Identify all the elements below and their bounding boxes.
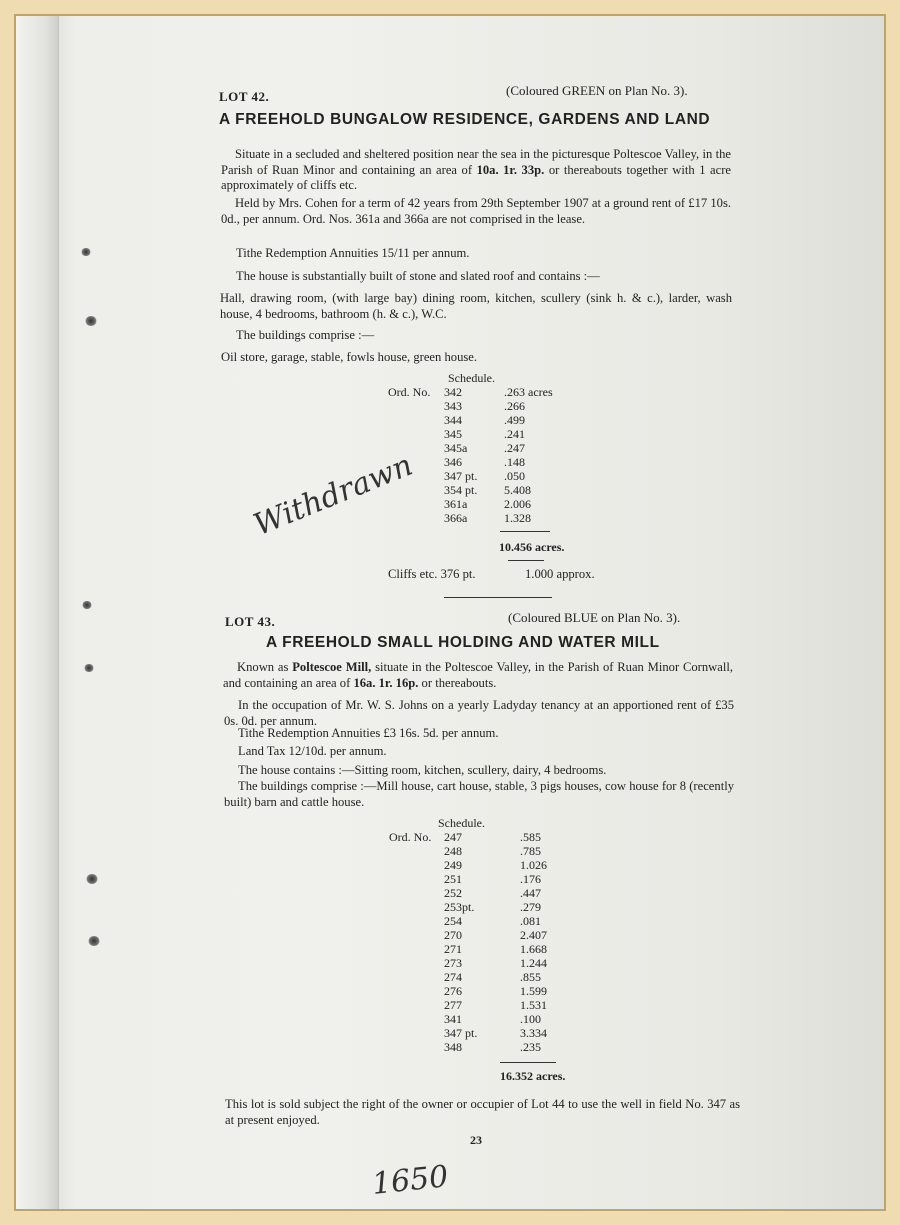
lot-42-schedule-label: Schedule. [448, 371, 495, 385]
schedule-ord-number: 347 pt. [444, 469, 478, 483]
binding-hole [84, 664, 94, 672]
lot-42-label: LOT 42. [219, 89, 270, 104]
schedule-row [444, 413, 604, 427]
schedule-ord-number: 251 [444, 872, 462, 886]
schedule-ord-number: 348 [444, 1040, 462, 1054]
page-spine [16, 16, 59, 1209]
lot-42-house-intro: The house is substantially built of stone and slated roof and contains :— [236, 269, 600, 283]
schedule-ord-number: 249 [444, 858, 462, 872]
schedule-acreage: .266 [504, 399, 525, 413]
schedule-ord-number: 248 [444, 844, 462, 858]
lot-43-desc-text-mid: situate in the Poltescoe Valley, in the Parish of Ruan Minor Cornwall, and containing an area of [223, 660, 733, 690]
schedule-row [444, 886, 564, 900]
schedule-acreage: .176 [520, 872, 541, 886]
schedule-row [444, 970, 564, 984]
schedule-acreage: 5.408 [504, 483, 531, 497]
lot-42-description [221, 147, 731, 194]
schedule-ord-number: 277 [444, 998, 462, 1012]
schedule-acreage: 1.531 [520, 998, 547, 1012]
lot-42-tithe: Tithe Redemption Annuities 15/11 per annum. [236, 246, 470, 260]
schedule-ord-number: 342 [444, 385, 462, 399]
lot-42-heading: A FREEHOLD BUNGALOW RESIDENCE, GARDENS AND LAND [219, 111, 711, 128]
schedule-acreage: .785 [520, 844, 541, 858]
schedule-ord-number: 273 [444, 956, 462, 970]
lot-43-total-rule [500, 1062, 556, 1063]
schedule-ord-number: 253pt. [444, 900, 475, 914]
schedule-acreage: .235 [520, 1040, 541, 1054]
lot-43-area: 16a. 1r. 16p. [353, 675, 419, 690]
lot-43-occupation: In the occupation of Mr. W. S. Johns on a yearly Ladyday tenancy at an apportioned rent of £35 0s. 0d. per annum. [224, 698, 734, 728]
schedule-row [444, 830, 564, 844]
schedule-ord-number: 345a [444, 441, 468, 455]
schedule-ord-number: 343 [444, 399, 462, 413]
schedule-acreage: 1.599 [520, 984, 547, 998]
lot-42-schedule-table [444, 385, 604, 525]
schedule-row [444, 483, 604, 497]
schedule-row [444, 399, 604, 413]
schedule-acreage: 2.407 [520, 928, 547, 942]
schedule-acreage: .241 [504, 427, 525, 441]
schedule-acreage: .585 [520, 830, 541, 844]
schedule-acreage: 3.334 [520, 1026, 547, 1040]
binding-hole [82, 601, 92, 609]
schedule-row [444, 928, 564, 942]
schedule-row [444, 1012, 564, 1026]
schedule-row [444, 469, 604, 483]
schedule-acreage: .148 [504, 455, 525, 469]
lot-43-buildings: The buildings comprise :—Mill house, cart house, stable, 3 pigs houses, cow house for 8 (recently built) barn and cattle house. [224, 779, 734, 809]
lot-42-buildings: Oil store, garage, stable, fowls house, green house. [221, 350, 478, 364]
schedule-ord-number: 361a [444, 497, 468, 511]
lot-43-total: 16.352 acres. [500, 1069, 566, 1083]
schedule-ord-number: 252 [444, 886, 462, 900]
lot-43-schedule-table [444, 830, 564, 1054]
schedule-acreage: .050 [504, 469, 525, 483]
schedule-ord-number: 344 [444, 413, 462, 427]
schedule-row [444, 858, 564, 872]
lot-43-label: LOT 43. [225, 614, 276, 629]
schedule-row [444, 914, 564, 928]
lot-42-area: 10a. 1r. 33p. [476, 162, 545, 177]
lot-43-colour-note: (Coloured BLUE on Plan No. 3). [508, 610, 681, 625]
schedule-row [444, 956, 564, 970]
schedule-row [444, 385, 604, 399]
schedule-ord-number: 270 [444, 928, 462, 942]
schedule-acreage: .499 [504, 413, 525, 427]
schedule-acreage: .263 acres [504, 385, 553, 399]
schedule-row [444, 900, 564, 914]
schedule-row [444, 455, 604, 469]
handwritten-withdrawn: Withdrawn [248, 447, 418, 543]
lot-43-house: The house contains :—Sitting room, kitchen, scullery, dairy, 4 bedrooms. [238, 763, 607, 777]
lot-separator [444, 597, 552, 598]
schedule-ord-number: 345 [444, 427, 462, 441]
schedule-row [444, 1026, 564, 1040]
schedule-row [444, 497, 604, 511]
schedule-row [444, 441, 604, 455]
schedule-row [444, 427, 604, 441]
lot-42-cliffs-value: 1.000 approx. [525, 567, 595, 581]
schedule-acreage: 1.244 [520, 956, 547, 970]
schedule-row [444, 872, 564, 886]
lot-43-desc-text-end: or thereabouts. [418, 675, 497, 690]
lot-43-heading: A FREEHOLD SMALL HOLDING AND WATER MILL [266, 634, 660, 651]
lot-43-land-tax: Land Tax 12/10d. per annum. [238, 744, 387, 758]
schedule-row [444, 942, 564, 956]
schedule-acreage: .447 [520, 886, 541, 900]
lot-42-buildings-intro: The buildings comprise :— [236, 328, 375, 342]
handwritten-number: 1650 [370, 1159, 450, 1202]
lot-43-ord-prefix: Ord. No. [389, 830, 432, 844]
schedule-row [444, 844, 564, 858]
schedule-acreage: .279 [520, 900, 541, 914]
lot-43-footer-note: This lot is sold subject the right of the owner or occupier of Lot 44 to use the well in field No. 347 as at present enjoyed. [225, 1097, 740, 1127]
schedule-row [444, 998, 564, 1012]
schedule-ord-number: 366a [444, 511, 468, 525]
lot-42-lease: Held by Mrs. Cohen for a term of 42 years from 29th September 1907 at a ground rent of £17 10s. 0d., per annum. Ord. Nos. 361a and 366a are not comprised in the lease. [221, 196, 731, 226]
lot-43-description [223, 660, 733, 691]
schedule-ord-number: 341 [444, 1012, 462, 1026]
schedule-ord-number: 247 [444, 830, 462, 844]
lot-42-total-underline [508, 560, 544, 561]
lot-42-desc-text-end: or thereabouts together with 1 acre approximately of cliffs etc. [221, 162, 731, 192]
schedule-acreage: 2.006 [504, 497, 531, 511]
binding-hole [88, 936, 100, 946]
lot-42-desc-text: Situate in a secluded and sheltered position near the sea in the picturesque Poltescoe Valley, in the Parish of Ruan Minor and containing an area of [221, 147, 731, 177]
lot-42-total-rule [500, 531, 550, 532]
lot-43-desc-text: Known as [237, 660, 293, 674]
schedule-ord-number: 346 [444, 455, 462, 469]
schedule-acreage: .855 [520, 970, 541, 984]
schedule-acreage: .081 [520, 914, 541, 928]
page-number: 23 [470, 1133, 482, 1147]
schedule-row [444, 511, 604, 525]
schedule-ord-number: 271 [444, 942, 462, 956]
schedule-ord-number: 354 pt. [444, 483, 478, 497]
schedule-ord-number: 276 [444, 984, 462, 998]
lot-42-cliffs: Cliffs etc. 376 pt. [388, 567, 476, 581]
lot-42-colour-note: (Coloured GREEN on Plan No. 3). [506, 83, 688, 98]
lot-42-total: 10.456 acres. [499, 540, 565, 554]
schedule-row [444, 1040, 564, 1054]
binding-hole [81, 248, 91, 256]
schedule-acreage: 1.668 [520, 942, 547, 956]
binding-hole [85, 316, 97, 326]
schedule-ord-number: 347 pt. [444, 1026, 478, 1040]
schedule-row [444, 984, 564, 998]
lot-43-mill-name: Poltescoe Mill, [292, 660, 372, 674]
schedule-acreage: .247 [504, 441, 525, 455]
schedule-acreage: .100 [520, 1012, 541, 1026]
schedule-ord-number: 254 [444, 914, 462, 928]
lot-43-tithe: Tithe Redemption Annuities £3 16s. 5d. per annum. [238, 726, 499, 740]
schedule-ord-number: 274 [444, 970, 462, 984]
schedule-acreage: 1.026 [520, 858, 547, 872]
lot-42-ord-prefix: Ord. No. [388, 385, 431, 399]
lot-43-schedule-label: Schedule. [438, 816, 485, 830]
lot-42-rooms: Hall, drawing room, (with large bay) dining room, kitchen, scullery (sink h. & c.), larder, wash house, 4 bedrooms, bathroom (h. & c.), W.C. [220, 291, 732, 321]
binding-hole [86, 874, 98, 884]
schedule-acreage: 1.328 [504, 511, 531, 525]
